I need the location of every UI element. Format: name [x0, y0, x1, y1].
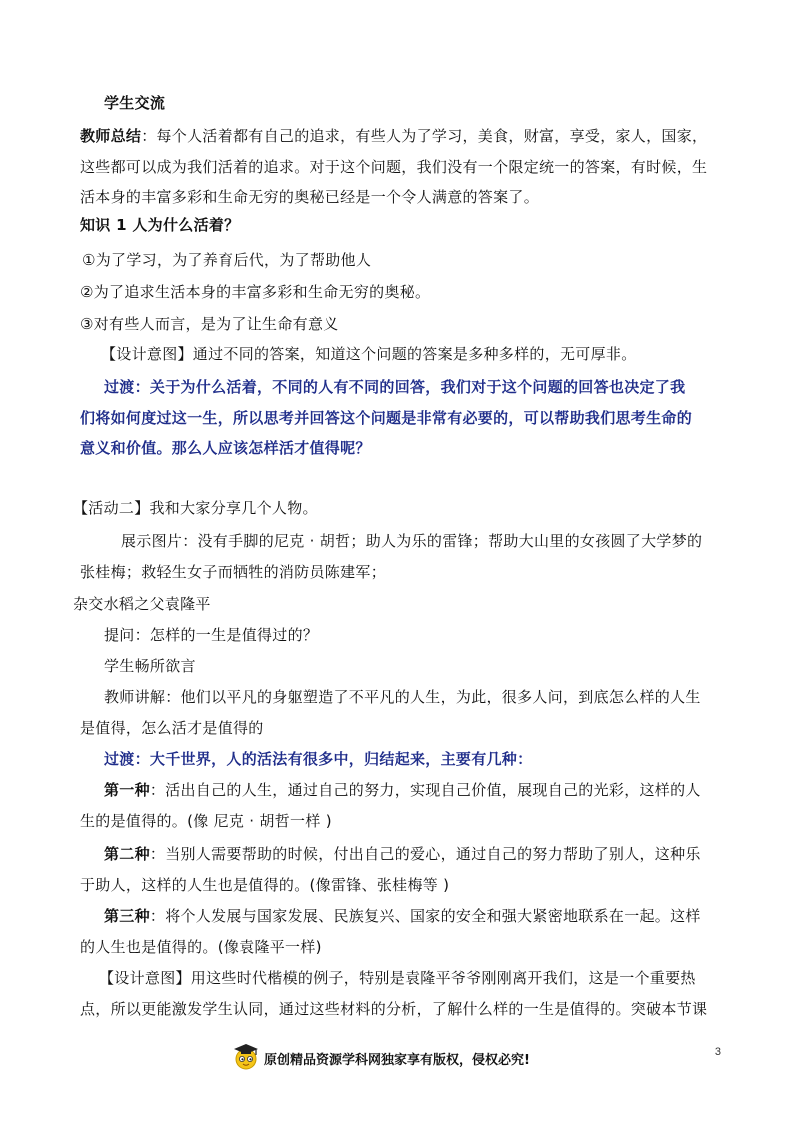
line-teacher-summary: [80, 125, 707, 147]
activity-heading: 【活动二】我和大家分享几个人物。: [73, 499, 318, 517]
paragraph-line: 张桂梅；救轻生女子而牺牲的消防员陈建军；: [80, 563, 387, 581]
design-intent: 【设计意图】通过不同的答案，知道这个问题的答案是多种多样的，无可厚非。: [101, 345, 637, 363]
text-type-one: ：活出自己的人生，通过自己的努力，实现自己价值，展现自己的光彩，这样的人: [149, 781, 701, 799]
paragraph-line: 的人生也是值得的。(像袁隆平一样): [80, 938, 322, 956]
transition-text: 过渡：关于为什么活着，不同的人有不同的回答，我们对于这个问题的回答也决定了我: [104, 378, 686, 396]
label-type-one: 第一种: [104, 781, 150, 799]
transition-text: 过渡：大千世界，人的活法有很多中，归结起来，主要有几种：: [104, 750, 533, 768]
type-three-line: [104, 905, 701, 927]
design-intent: 【设计意图】用这些时代楷模的例子，特别是袁隆平爷爷刚刚离开我们，这是一个重要热: [99, 969, 696, 987]
page-number: 3: [714, 1046, 721, 1058]
transition-text: 们将如何度过这一生，所以思考并回答这个问题是非常有必要的，可以帮助我们思考生命的: [80, 409, 693, 427]
copyright-footer: [232, 1043, 530, 1073]
text-type-two: ：当别人需要帮助的时候，付出自己的爱心，通过自己的努力帮助了别人，这种乐: [149, 845, 701, 863]
paragraph-line: 杂交水稻之父袁隆平: [73, 595, 211, 613]
paragraph-line: 生的是值得的。(像 尼克 · 胡哲一样 ): [80, 812, 332, 830]
label-type-two: 第二种: [104, 845, 150, 863]
paragraph-line: 学生畅所欲言: [104, 657, 196, 675]
paragraph-line: 于助人，这样的人生也是值得的。(像雷锋、张桂梅等 ): [80, 876, 450, 894]
paragraph-line: 展示图片：没有手脚的尼克 · 胡哲；助人为乐的雷锋；帮助大山里的女孩圆了大学梦的: [121, 532, 703, 550]
paragraph-line: 活本身的丰富多彩和生命无穷的奥秘已经是一个令人满意的答案了。: [80, 188, 540, 206]
paragraph-line: 教师讲解：他们以平凡的身躯塑造了不平凡的人生，为此，很多人问，到底怎么样的人生: [104, 688, 701, 706]
paragraph-line: 是值得，怎么活才是值得的: [80, 719, 264, 737]
question-line: 提问：怎样的一生是值得过的？: [104, 626, 319, 644]
copyright-notice: 原创精品资源学科网独家享有版权，侵权必究!: [264, 1052, 530, 1068]
label-type-three: 第三种: [104, 907, 150, 925]
text-type-three: ：将个人发展与国家发展、民族复兴、国家的安全和强大紧密地联系在一起。这样: [149, 907, 701, 925]
type-two-line: [104, 843, 701, 865]
label-teacher-summary: 教师总结: [80, 127, 142, 145]
list-item: ①为了学习，为了养育后代，为了帮助他人: [82, 251, 372, 269]
list-item: ②为了追求生活本身的丰富多彩和生命无穷的奥秘。: [80, 283, 431, 301]
transition-text: 意义和价值。那么人应该怎样活才值得呢？: [80, 439, 371, 457]
line-student-exchange: 学生交流: [104, 94, 166, 112]
paragraph-line: 点，所以更能激发学生认同，通过这些材料的分析，了解什么样的一生是值得的。突破本节课: [80, 1000, 708, 1018]
text-teacher-summary: ：每个人活着都有自己的追求，有些人为了学习，美食，财富，享受，家人，国家，: [141, 127, 708, 145]
paragraph-line: 这些都可以成为我们活着的追求。对于这个问题，我们没有一个限定统一的答案，有时候，生: [80, 158, 708, 176]
graduate-mascot-icon: [232, 1041, 262, 1075]
knowledge-heading: 知识 1 人为什么活着？: [80, 216, 240, 234]
list-item: ③对有些人而言，是为了让生命有意义: [80, 315, 339, 333]
type-one-line: [104, 779, 701, 801]
